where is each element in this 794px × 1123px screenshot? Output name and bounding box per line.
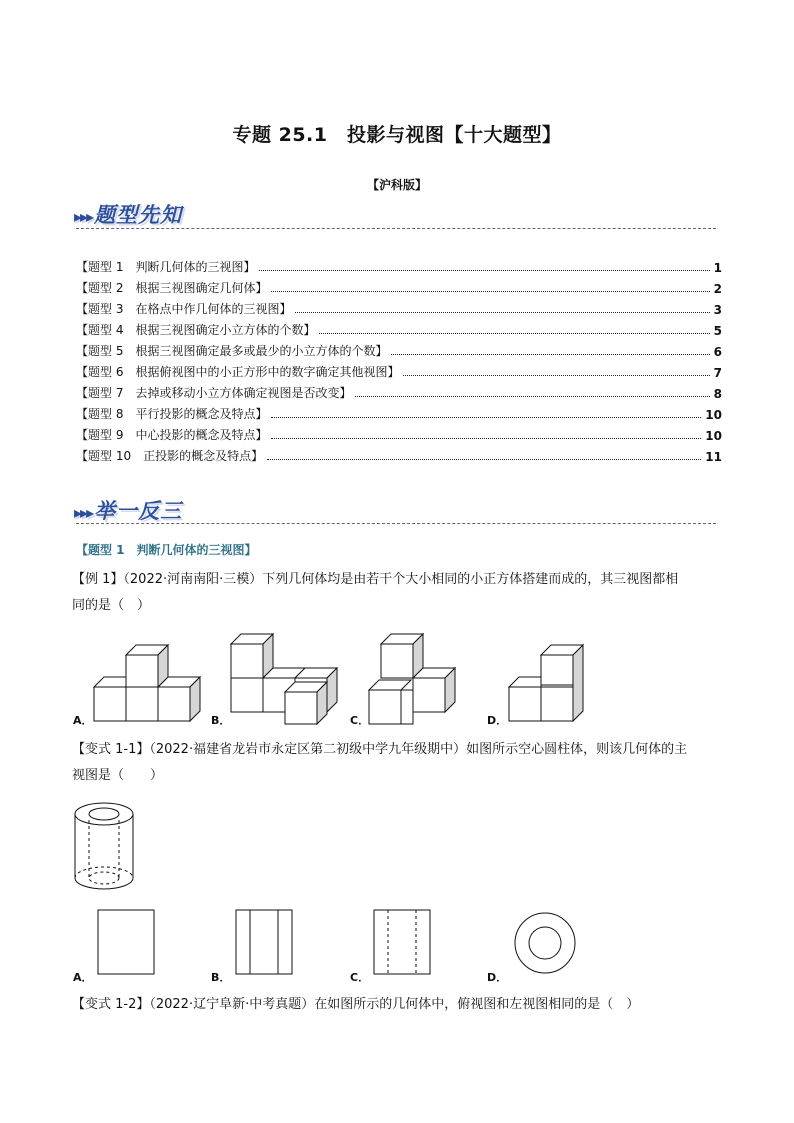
- toc-item[interactable]: 【题型 6 根据俯视图中的小正方形中的数字确定其他视图】 7: [76, 365, 722, 380]
- cube-figure-a: [94, 645, 204, 725]
- banner-text: 题型先知: [94, 202, 183, 227]
- toc-item[interactable]: 【题型 3 在格点中作几何体的三视图】 3: [76, 302, 722, 317]
- variant-option-b-label[interactable]: B．: [211, 971, 231, 984]
- option-d-ring: [512, 910, 578, 976]
- option-b-solid-lines-rect: [235, 909, 295, 977]
- variant-option-c-label[interactable]: C．: [350, 971, 370, 984]
- toc-item[interactable]: 【题型 9 中心投影的概念及特点】 10: [76, 428, 722, 443]
- page-title: 专题 25.1 投影与视图【十大题型】: [232, 124, 562, 146]
- toc-item[interactable]: 【题型 8 平行投影的概念及特点】 10: [76, 407, 722, 422]
- variant-option-d-label[interactable]: D．: [487, 971, 508, 984]
- table-of-contents: [76, 254, 722, 464]
- variant-option-a-label[interactable]: A．: [73, 971, 93, 984]
- variant-1-1-question: 【变式 1-1】（2022·福建省龙岩市永定区第二初级中学九年级期中）如图所示空心圆柱体，则该几何体的主 视图是（ ）: [72, 742, 688, 783]
- hollow-cylinder-figure: [72, 800, 136, 900]
- divider: [76, 228, 716, 229]
- cube-figure-c: [369, 634, 459, 726]
- example-1-question: 【例 1】（2022·河南南阳·三模）下列几何体均是由若干个大小相同的小正方体搭建而成的，其三视图都相 同的是（ ）: [72, 572, 679, 613]
- edition-label: 【沪科版】: [366, 178, 427, 192]
- toc-item[interactable]: 【题型 2 根据三视图确定几何体】 2: [76, 281, 722, 296]
- banner-topic-preview: [74, 199, 182, 229]
- arrows-icon: ▸▸▸: [74, 207, 93, 226]
- option-d-label[interactable]: D．: [487, 714, 508, 727]
- toc-item[interactable]: 【题型 7 去掉或移动小立方体确定视图是否改变】 8: [76, 386, 722, 401]
- option-a-label[interactable]: A．: [73, 714, 93, 727]
- cube-figure-d: [509, 645, 599, 725]
- cube-figure-b: [231, 634, 341, 726]
- variant-1-2-question: 【变式 1-2】（2022·辽宁阜新·中考真题）在如图所示的几何体中，俯视图和左视图相同的是（ ）: [72, 997, 640, 1012]
- divider: [76, 523, 716, 524]
- option-a-solid-rect: [97, 909, 157, 977]
- toc-item[interactable]: 【题型 10 正投影的概念及特点】 11: [76, 449, 722, 464]
- toc-item[interactable]: 【题型 4 根据三视图确定小立方体的个数】 5: [76, 323, 722, 338]
- option-b-label[interactable]: B．: [211, 714, 231, 727]
- toc-item[interactable]: 【题型 5 根据三视图确定最多或最少的小立方体的个数】 6: [76, 344, 722, 359]
- arrows-icon: ▸▸▸: [74, 503, 93, 522]
- toc-item[interactable]: 【题型 1 判断几何体的三视图】 1: [76, 260, 722, 275]
- banner-text: 举一反三: [94, 498, 183, 523]
- option-c-dashed-lines-rect: [373, 909, 433, 977]
- banner-examples: [74, 495, 182, 525]
- option-c-label[interactable]: C．: [350, 714, 370, 727]
- section-heading: 【题型 1 判断几何体的三视图】: [76, 543, 257, 557]
